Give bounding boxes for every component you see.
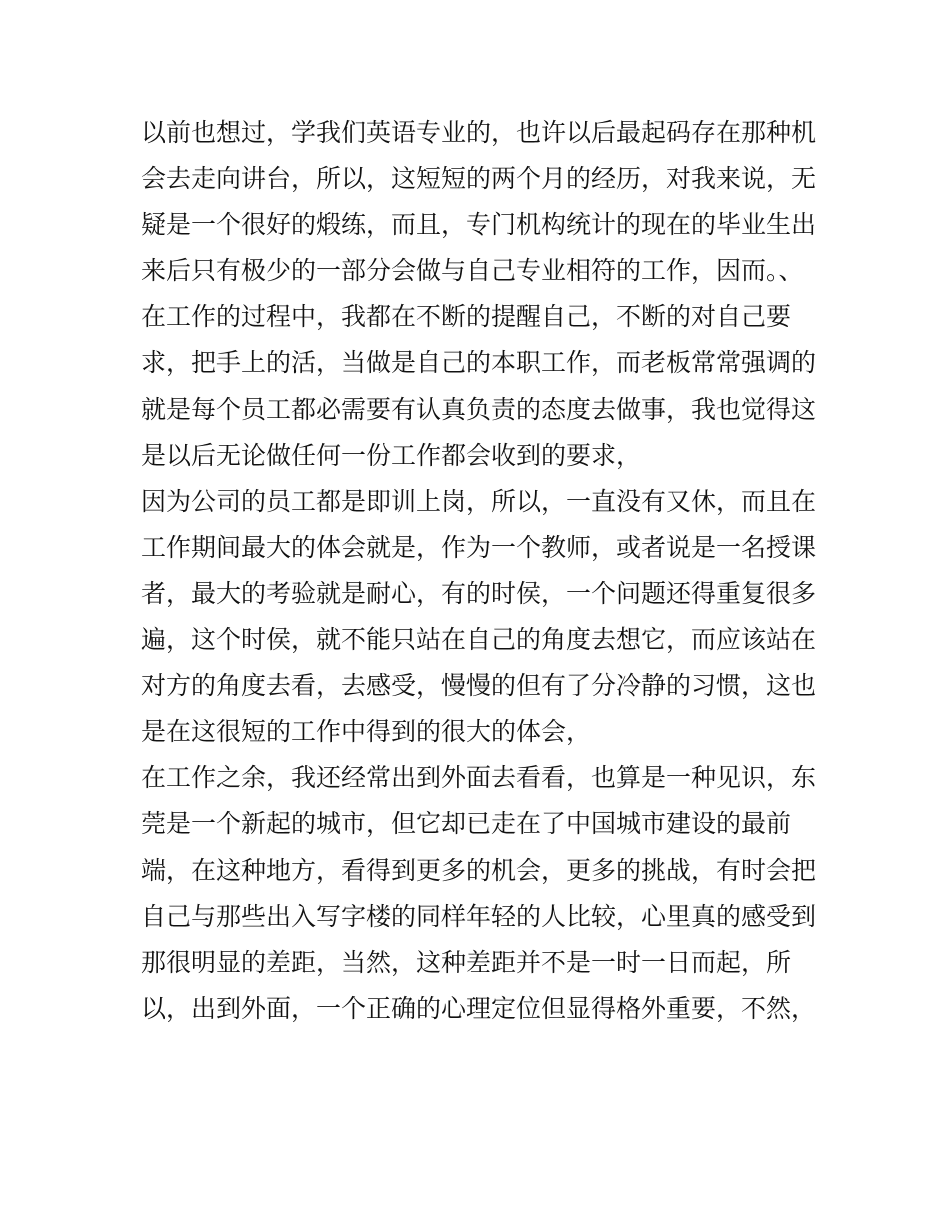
text-line: 以，出到外面，一个正确的心理定位但显得格外重要，不然， — [141, 993, 817, 1023]
text-line: 是在这很短的工作中得到的很大的体会， — [141, 717, 592, 747]
text-line: 莞是一个新起的城市，但它却已走在了中国城市建设的最前 — [141, 809, 792, 839]
text-line: 求，把手上的活，当做是自己的本职工作，而老板常常强调的 — [141, 348, 817, 378]
text-line: 在工作之余，我还经常出到外面去看看，也算是一种见识，东 — [141, 763, 817, 793]
text-line: 在工作的过程中，我都在不断的提醒自己，不断的对自己要 — [141, 302, 792, 332]
text-line: 对方的角度去看，去感受，慢慢的但有了分冷静的习惯，这也 — [141, 671, 817, 701]
text-line: 因为公司的员工都是即训上岗，所以，一直没有又休，而且在 — [141, 486, 817, 516]
text-line: 遍，这个时侯，就不能只站在自己的角度去想它，而应该站在 — [141, 625, 817, 655]
text-line: 是以后无论做任何一份工作都会收到的要求， — [141, 440, 642, 470]
text-line: 者，最大的考验就是耐心，有的时侯，一个问题还得重复很多 — [141, 578, 817, 608]
body-text — [141, 110, 821, 1032]
text-line: 端，在这种地方，看得到更多的机会，更多的挑战，有时会把 — [141, 855, 817, 885]
text-line: 会去走向讲台，所以，这短短的两个月的经历，对我来说，无 — [141, 164, 817, 194]
text-line: 来后只有极少的一部分会做与自己专业相符的工作，因而。、 — [141, 256, 804, 286]
text-line: 以前也想过，学我们英语专业的，也许以后最起码存在那种机 — [141, 118, 817, 147]
text-line: 自己与那些出入写字楼的同样年轻的人比较，心里真的感受到 — [141, 901, 817, 931]
text-line: 就是每个员工都必需要有认真负责的态度去做事，我也觉得这 — [141, 394, 817, 424]
text-line: 工作期间最大的体会就是，作为一个教师，或者说是一名授课 — [141, 532, 817, 562]
text-line: 那很明显的差距，当然，这种差距并不是一时一日而起，所 — [141, 947, 792, 977]
text-line: 疑是一个很好的煅练，而且，专门机构统计的现在的毕业生出 — [141, 210, 817, 240]
